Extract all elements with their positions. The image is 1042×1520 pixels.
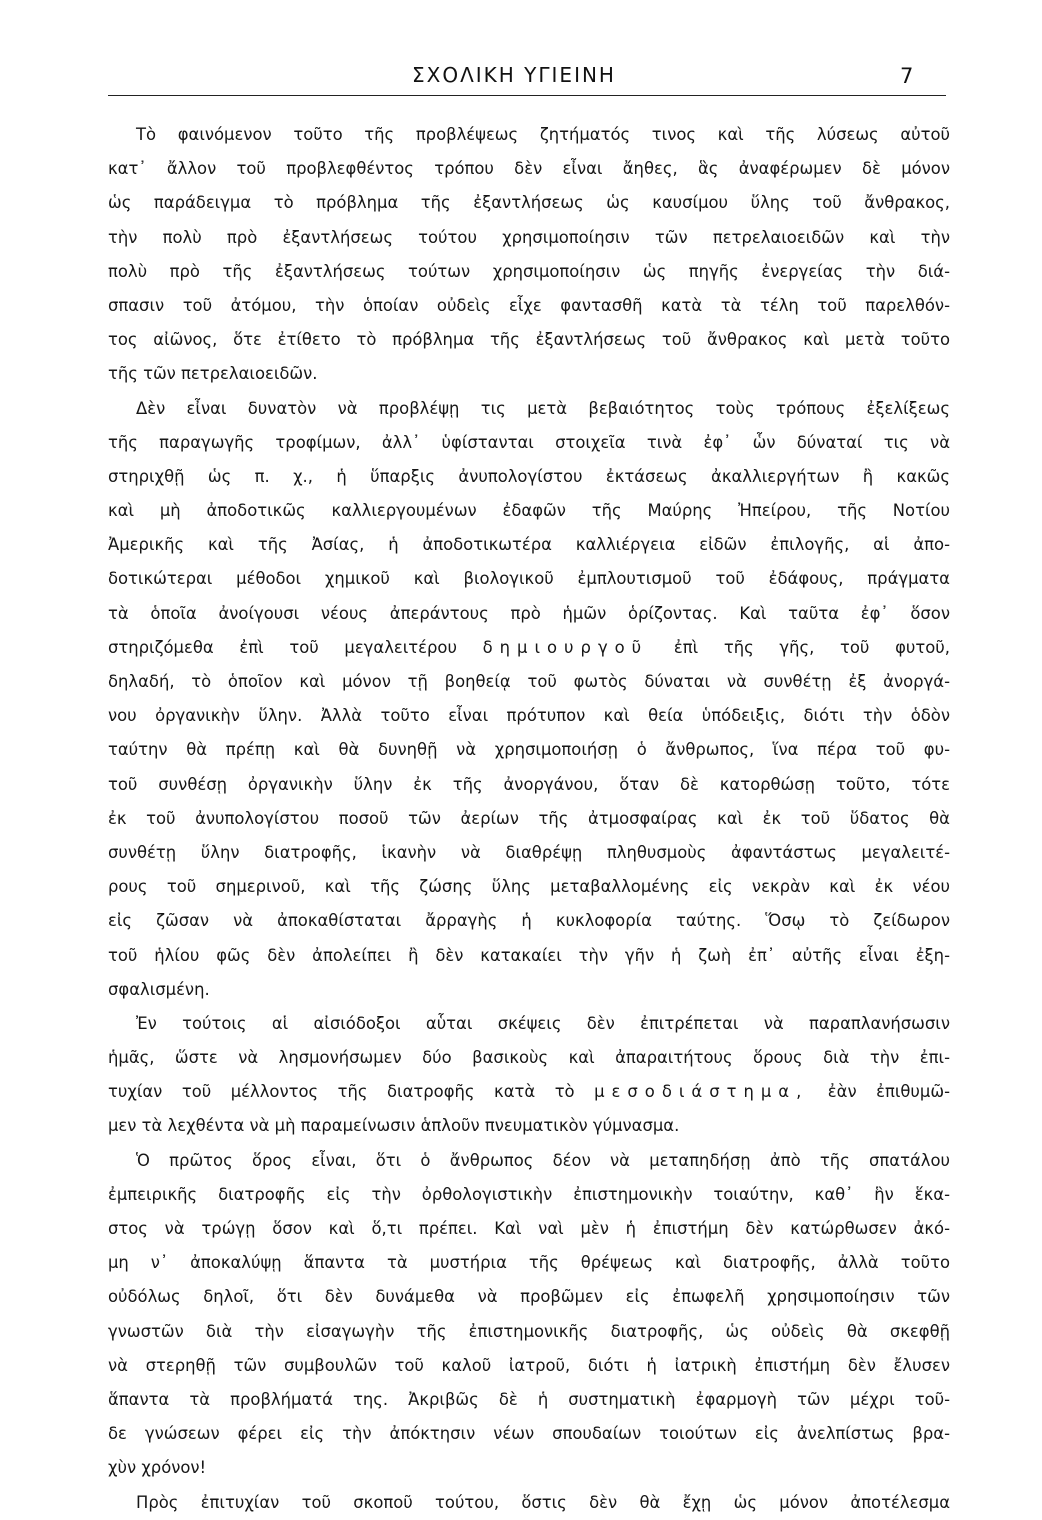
page-number: 7 (900, 64, 914, 88)
text-line: μεν τὰ λεχθέντα νὰ μὴ παραμείνωσιν ἁπλοῦν πνευματικὸν γύμνασμα. (108, 1116, 680, 1136)
text-line: ρους τοῦ σημερινοῦ, καὶ τῆς ζώσης ὕλης μεταβαλλομένης εἰς νεκρὰν καὶ ἐκ νέου (108, 877, 950, 897)
text-line: ἡμᾶς, ὥστε νὰ λησμονήσωμεν δύο βασικοὺς καὶ ἀπαραιτήτους ὅρους διὰ τὴν ἐπι- (108, 1048, 950, 1068)
text-segment: ἐπὶ τῆς γῆς, τοῦ φυτοῦ, (673, 637, 950, 657)
body-text (108, 118, 950, 1520)
text-line: στος νὰ τρώγῃ ὅσον καὶ ὅ,τι πρέπει. Καὶ ναὶ μὲν ἡ ἐπιστήμη δὲν κατώρθωσεν ἀκό- (108, 1219, 950, 1238)
text-line: σπασιν τοῦ ἀτόμου, τὴν ὁποίαν οὐδεὶς εἶχε φαντασθῆ κατὰ τὰ τέλη τοῦ παρελθόν- (108, 295, 950, 315)
text-line: νου ὀργανικὴν ὕλην. Ἀλλὰ τοῦτο εἶναι πρότυπον καὶ θεία ὑπόδειξις, διότι τὴν ὁδὸν (108, 706, 950, 726)
text-line: Δὲν εἶναι δυνατὸν νὰ προβλέψῃ τις μετὰ βεβαιότητος τοὺς τρόπους ἐξελίξεως (136, 398, 950, 418)
text-segment: ἐὰν ἐπιθυμῶ- (827, 1082, 950, 1102)
text-line: ἅπαντα τὰ προβλήματά της. Ἀκριβῶς δὲ ἡ συστηματικὴ ἐφαρμογὴ τῶν μέχρι τοῦ- (108, 1389, 950, 1409)
text-line-with-spaced-word (108, 1075, 950, 1109)
text-line: τὴν πολὺ πρὸ ἐξαντλήσεως τούτου χρησιμοποίησιν τῶν πετρελαιοειδῶν καὶ τὴν (108, 227, 950, 247)
text-line: κατ᾽ ἄλλον τοῦ προβλεφθέντος τρόπου δὲν εἶναι ἄηθες, ἃς ἀναφέρωμεν δὲ μόνον (108, 159, 950, 179)
text-line: τῆς τῶν πετρελαιοειδῶν. (108, 364, 318, 384)
text-line: στηριχθῇ ὡς π. χ., ἡ ὕπαρξις ἀνυπολογίστου ἐκτάσεως ἀκαλλιεργήτων ἢ κακῶς (108, 466, 950, 486)
text-line: δοτικώτεραι μέθοδοι χημικοῦ καὶ βιολογικοῦ ἐμπλουτισμοῦ τοῦ ἐδάφους, πράγματα (108, 569, 950, 589)
text-line: εἰς ζῶσαν νὰ ἀποκαθίσταται ἄρραγὴς ἡ κυκλοφορία ταύτης. Ὅσῳ τὸ ζείδωρον (108, 911, 950, 931)
text-line: Πρὸς ἐπιτυχίαν τοῦ σκοποῦ τούτου, ὅστις δὲν θὰ ἔχῃ ὡς μόνον ἀποτέλεσμα (136, 1492, 950, 1512)
text-line: συνθέτῃ ὕλην διατροφῆς, ἱκανὴν νὰ διαθρέψῃ πληθυσμοὺς ἀφαντάστως μεγαλειτέ- (108, 842, 950, 862)
text-line: νὰ στερηθῇ τῶν συμβουλῶν τοῦ καλοῦ ἰατροῦ, διότι ἡ ἰατρικὴ ἐπιστήμη δὲν ἔλυσεν (108, 1355, 950, 1375)
text-line: καὶ μὴ ἀποδοτικῶς καλλιεργουμένων ἐδαφῶν τῆς Μαύρης Ἠπείρου, τῆς Νοτίου (108, 501, 950, 521)
text-line: οὐδόλως δηλοῖ, ὅτι δὲν δυνάμεθα νὰ προβῶμεν εἰς ἐπωφελῆ χρησιμοποίησιν τῶν (108, 1287, 950, 1307)
text-line: ἐκ τοῦ ἀνυπολογίστου ποσοῦ τῶν ἀερίων τῆς ἀτμοσφαίρας καὶ ἐκ τοῦ ὕδατος θὰ (108, 808, 950, 828)
text-line: τος αἰῶνος, ὅτε ἐτίθετο τὸ πρόβλημα τῆς ἐξαντλήσεως τοῦ ἄνθρακος καὶ μετὰ τοῦτο (108, 330, 950, 350)
text-line: τῆς παραγωγῆς τροφίμων, ἀλλ᾽ ὑφίστανται στοιχεῖα τινὰ ἐφ᾽ ὧν δύναταί τις νὰ (108, 432, 950, 452)
text-line: γνωστῶν διὰ τὴν εἰσαγωγὴν τῆς ἐπιστημονικῆς διατροφῆς, ὡς οὐδεὶς θὰ σκεφθῇ (108, 1321, 950, 1341)
text-line: πολὺ πρὸ τῆς ἐξαντλήσεως τούτων χρησιμοποίησιν ὡς πηγῆς ἐνεργείας τὴν διά- (108, 261, 950, 281)
text-line: Ἀμερικῆς καὶ τῆς Ἀσίας, ἡ ἀποδοτικωτέρα καλλιέργεια εἰδῶν ἐπιλογῆς, αἱ ἀπο- (108, 535, 950, 555)
spaced-word: δημιουργοῦ (482, 637, 649, 657)
text-line: δε γνώσεων φέρει εἰς τὴν ἀπόκτησιν νέων σπουδαίων τοιούτων εἰς ἀνελπίστως βρα- (108, 1424, 950, 1444)
text-line: ταύτην θὰ πρέπῃ καὶ θὰ δυνηθῇ νὰ χρησιμοποιήσῃ ὁ ἄνθρωπος, ἵνα πέρα τοῦ φυ- (108, 740, 950, 760)
text-line: Ὁ πρῶτος ὅρος εἶναι, ὅτι ὁ ἄνθρωπος δέον νὰ μεταπηδήσῃ ἀπὸ τῆς σπατάλου (136, 1150, 950, 1170)
text-line: δηλαδή, τὸ ὁποῖον καὶ μόνον τῇ βοηθείᾳ τοῦ φωτὸς δύναται νὰ συνθέτῃ ἐξ ἀνοργά- (108, 672, 950, 691)
text-line: σφαλισμένη. (108, 979, 210, 999)
text-line: Ἐν τούτοις αἱ αἰσιόδοξοι αὗται σκέψεις δὲν ἐπιτρέπεται νὰ παραπλανήσωσιν (136, 1013, 950, 1033)
text-line: τοῦ συνθέσῃ ὀργανικὴν ὕλην ἐκ τῆς ἀνοργάνου, ὅταν δὲ κατορθώσῃ τοῦτο, τότε (108, 774, 950, 794)
text-line: τὰ ὁποῖα ἀνοίγουσι νέους ἀπεράντους πρὸ ἡμῶν ὁρίζοντας. Καὶ ταῦτα ἐφ᾽ ὅσον (108, 603, 950, 623)
text-line-with-spaced-word (108, 631, 950, 665)
header-rule (108, 95, 946, 96)
text-line: χὺν χρόνον! (108, 1458, 207, 1478)
text-line: ὡς παράδειγμα τὸ πρόβλημα τῆς ἐξαντλήσεως ὡς καυσίμου ὕλης τοῦ ἄνθρακος, (108, 193, 950, 213)
text-line: ἐμπειρικῆς διατροφῆς εἰς τὴν ὀρθολογιστικὴν ἐπιστημονικὴν τοιαύτην, καθ᾽ ἣν ἕκα- (108, 1184, 950, 1204)
text-line: τοῦ ἡλίου φῶς δὲν ἀπολείπει ἢ δὲν κατακαίει τὴν γῆν ἡ ζωὴ ἐπ᾽ αὐτῆς εἶναι ἐξη- (108, 945, 950, 965)
running-title: ΣΧΟΛΙΚΗ ΥΓΙΕΙΝΗ (412, 63, 616, 87)
spaced-word: μεσοδιάστημα, (594, 1082, 809, 1102)
text-segment: στηριζόμεθα ἐπὶ τοῦ μεγαλειτέρου (108, 637, 457, 657)
text-line: Τὸ φαινόμενον τοῦτο τῆς προβλέψεως ζητήματός τινος καὶ τῆς λύσεως αὐτοῦ (136, 125, 950, 144)
text-line: μη ν᾽ ἀποκαλύψῃ ἅπαντα τὰ μυστήρια τῆς θρέψεως καὶ διατροφῆς, ἀλλὰ τοῦτο (108, 1253, 950, 1273)
text-segment: τυχίαν τοῦ μέλλοντος τῆς διατροφῆς κατὰ τὸ (108, 1082, 575, 1102)
